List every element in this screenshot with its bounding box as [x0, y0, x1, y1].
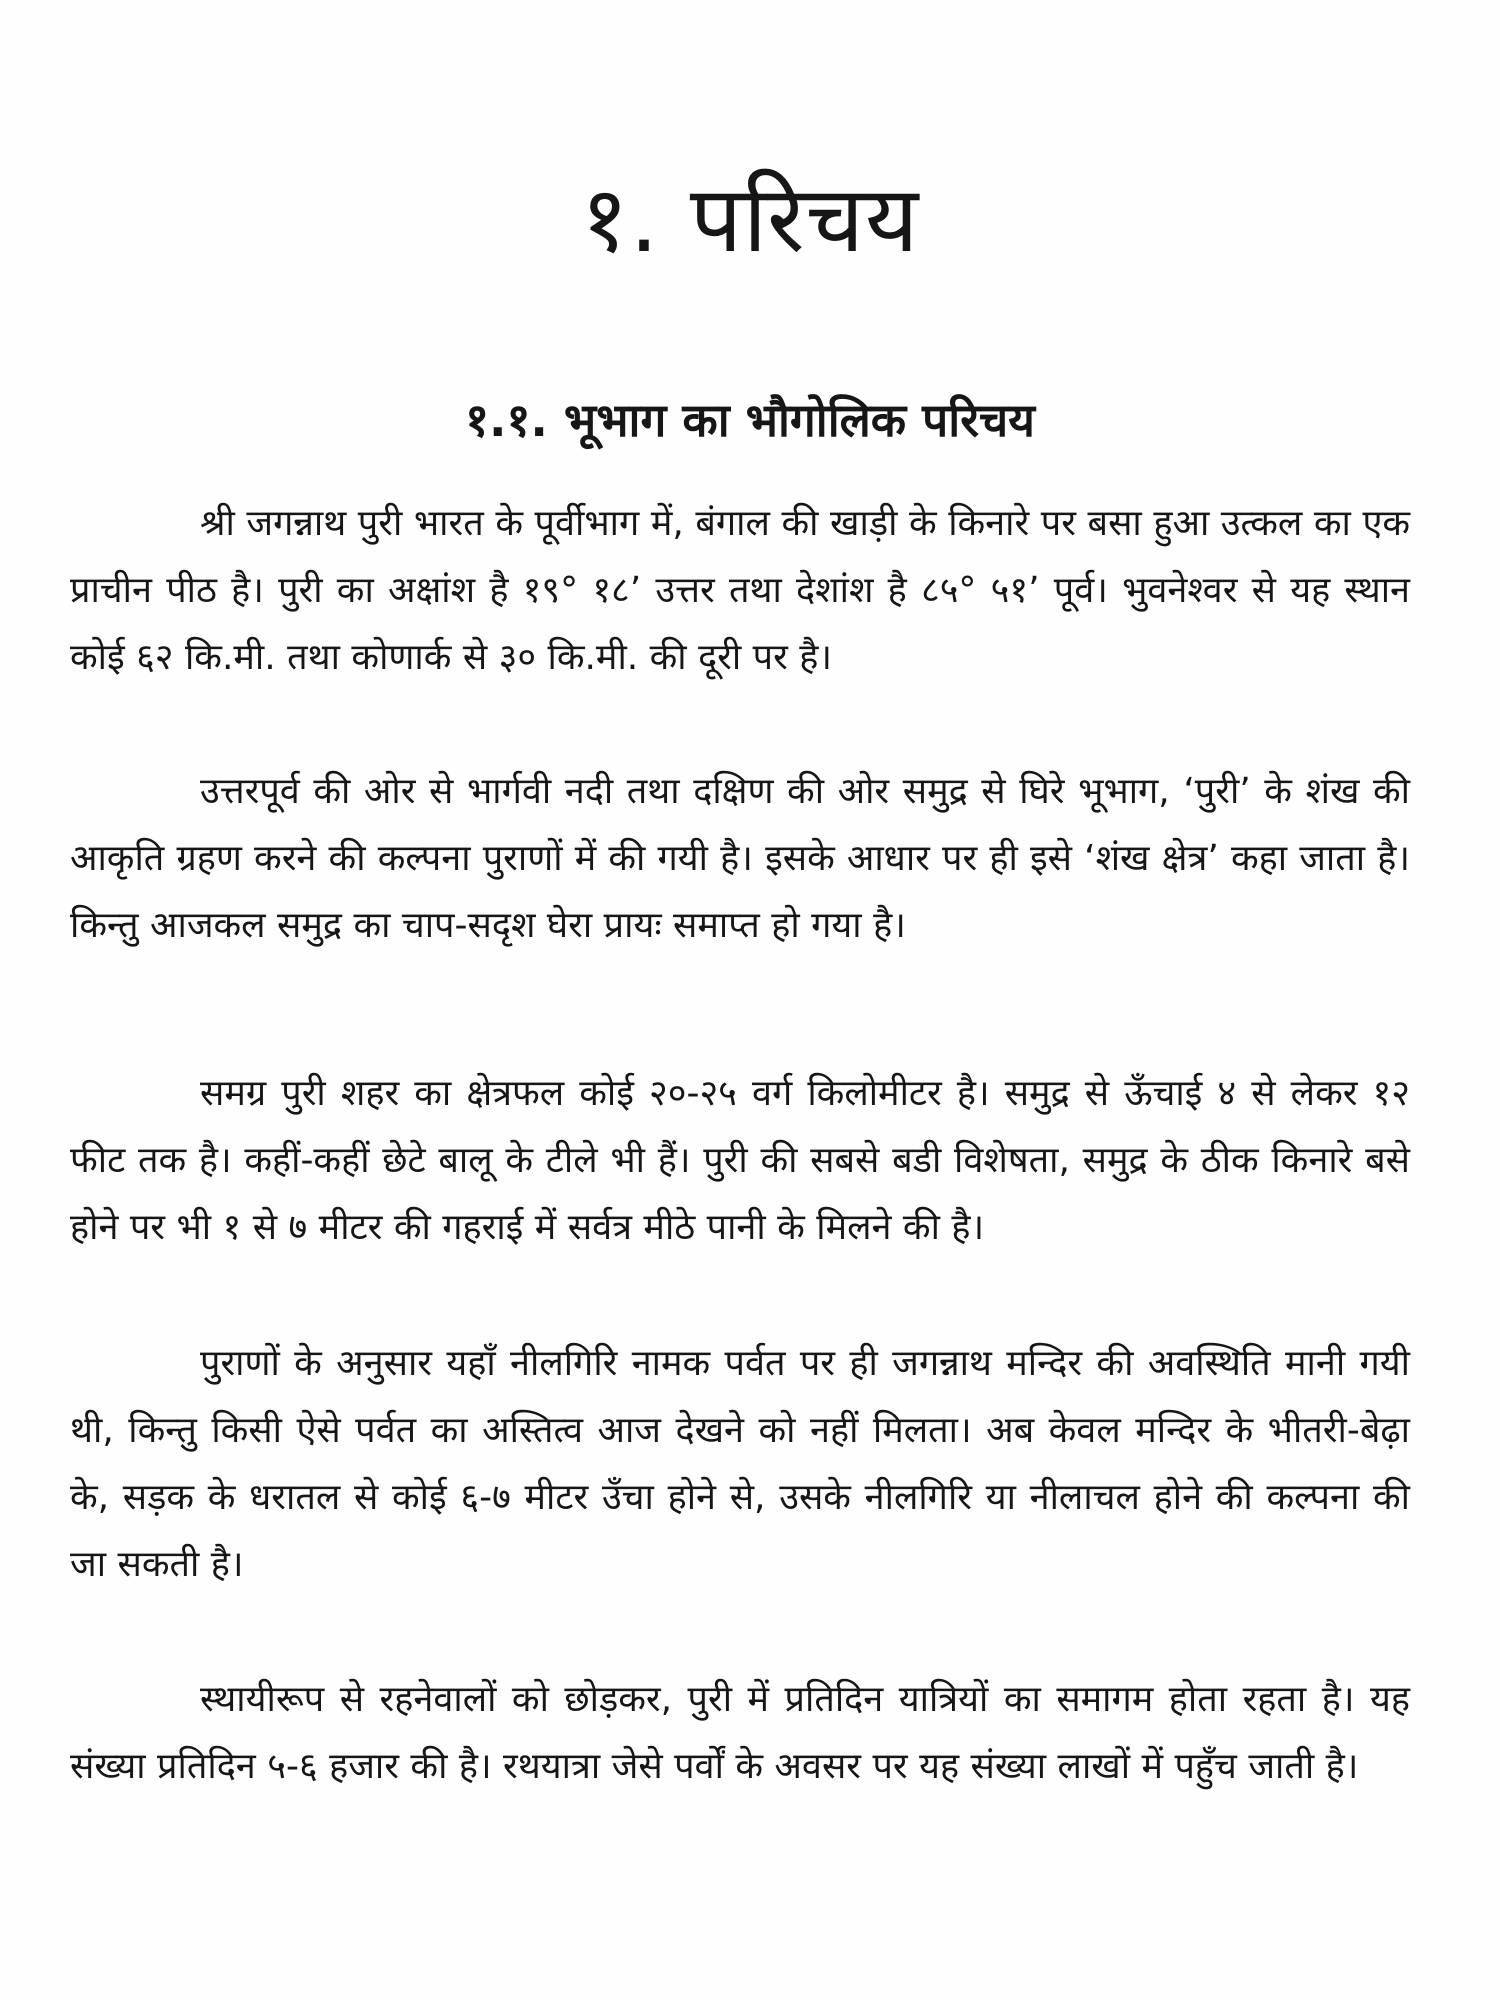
section-title: १.१. भूभाग का भौगोलिक परिचय	[465, 393, 1035, 447]
paragraph-1: श्री जगन्नाथ पुरी भारत के पूर्वीभाग में, बंगाल की खाड़ी के किनारे पर बसा हुआ उत्कल का एक प्राचीन पीठ है। पुरी का अक्षांश है १९° १८’ उत्तर तथा देशांश है ८५° ५१’ पूर्व। भुवनेश्वर से यह स्थान कोई ६२ कि.मी. तथा कोणार्क से ३० कि.मी. की दूरी पर है।	[70, 503, 1410, 678]
paragraph-4: पुराणों के अनुसार यहाँ नीलगिरि नामक पर्वत पर ही जगन्नाथ मन्दिर की अवस्थिति मानी गयी थी, किन्तु किसी ऐसे पर्वत का अस्तित्व आज देखने को नहीं मिलता। अब केवल मन्दिर के भीतरी-बेढ़ा के, सड़क के धरातल से कोई ६-७ मीटर उँचा होने से, उसके नीलगिरि या नीलाचल होने की कल्पना की जा सकती है।	[70, 1343, 1410, 1585]
paragraph-5: स्थायीरूप से रहनेवालों को छोड़कर, पुरी में प्रतिदिन यात्रियों का समागम होता रहता है। यह संख्या प्रतिदिन ५-६ हजार की है। रथयात्रा जेसे पर्वों के अवसर पर यह संख्या लाखों में पहुँच जाती है।	[70, 1679, 1410, 1787]
paragraph-2: उत्तरपूर्व की ओर से भार्गवी नदी तथा दक्षिण की ओर समुद्र से घिरे भूभाग, ‘पुरी’ के शंख की आकृति ग्रहण करने की कल्पना पुराणों में की गयी है। इसके आधार पर ही इसे ‘शंख क्षेत्र’ कहा जाता है। किन्तु आजकल समुद्र का चाप-सदृश घेरा प्रायः समाप्त हो गया है।	[70, 771, 1410, 946]
chapter-title: १. परिचय	[580, 166, 920, 273]
paragraph-3: समग्र पुरी शहर का क्षेत्रफल कोई २०-२५ वर्ग किलोमीटर है। समुद्र से ऊँचाई ४ से लेकर १२ फीट तक है। कहीं-कहीं छेटे बालू के टीले भी हैं। पुरी की सबसे बडी विशेषता, समुद्र के ठीक किनारे बसे होने पर भी १ से ७ मीटर की गहराई में सर्वत्र मीठे पानी के मिलने की है।	[70, 1073, 1410, 1248]
